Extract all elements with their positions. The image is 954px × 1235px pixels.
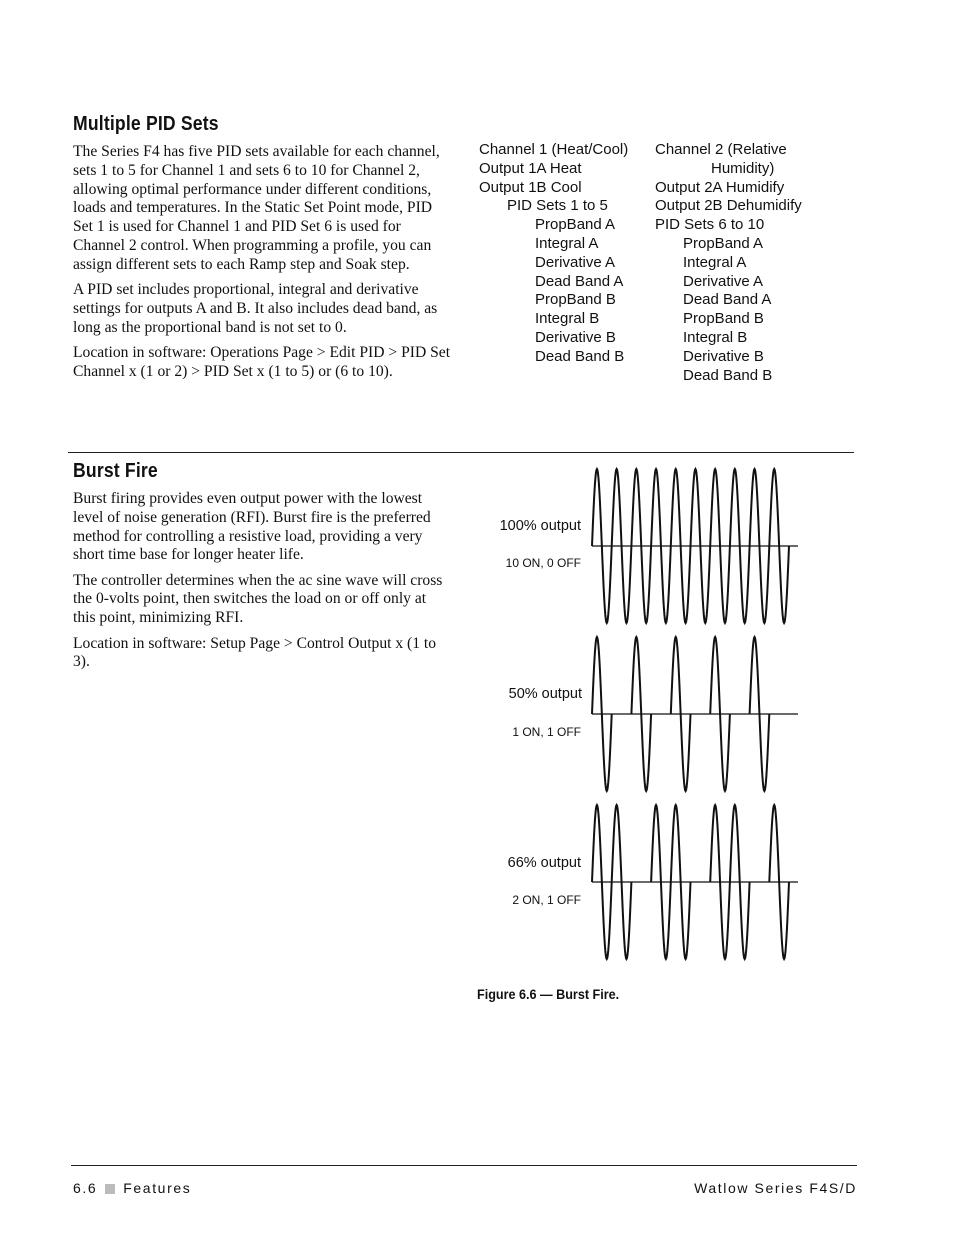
channel2-output-a: Output 2A Humidify	[655, 178, 785, 196]
list-item: Derivative B	[683, 347, 764, 365]
list-item: PropBand A	[683, 234, 764, 252]
pid-paragraph-1: The Series F4 has five PID sets available for each channel, sets 1 to 5 for Channel 1 and sets 6 to 10 for Channel 2, allowing optimal performance under different conditions, loads and temperatures. In the Static Set Point mode, PID Set 1 is used for Channel 1 and PID Set 6 is used for Channel 2 control. When programming a profile, you can assign different sets to each Ramp step and Soak step.	[73, 143, 440, 273]
footer-product: Watlow Series F4S/D	[694, 1180, 857, 1196]
wave-66-percent	[508, 805, 798, 959]
channel1-output-a: Output 1A Heat	[479, 159, 582, 177]
channel2-list	[655, 141, 802, 385]
wave-sublabel: 2 ON, 1 OFF	[512, 893, 581, 907]
list-item: Integral B	[683, 328, 748, 346]
wave-50-percent	[509, 637, 798, 791]
square-bullet-icon	[105, 1184, 115, 1194]
burst-paragraph-1: Burst firing provides even output power with the lowest level of noise generation (RFI). Burst fire is the preferred method for controlling a resistive load, providing a very short time base for longer heater life.	[73, 490, 431, 564]
channel2-output-b: Output 2B Dehumidify	[655, 197, 802, 215]
pid-paragraph-2: A PID set includes proportional, integral and derivative settings for outputs A and B. It also includes dead band, as long as the proportional band is not set to 0.	[73, 281, 438, 336]
burst-paragraph-3: Location in software: Setup Page > Control Output x (1 to 3).	[73, 634, 437, 671]
burst-heading: Burst Fire	[73, 460, 158, 482]
wave-sublabel: 1 ON, 1 OFF	[512, 725, 581, 739]
footer-left	[73, 1180, 191, 1196]
channel1-sets: PID Sets 1 to 5	[507, 197, 608, 215]
list-item: Dead Band B	[683, 366, 773, 384]
list-item: PropBand B	[683, 310, 764, 328]
pid-body	[73, 143, 451, 388]
pid-heading: Multiple PID Sets	[73, 113, 219, 135]
list-item: Derivative A	[683, 272, 764, 290]
list-item: Dead Band A	[535, 272, 624, 290]
section-divider	[68, 452, 854, 453]
wave-100-percent	[500, 469, 798, 623]
wave-label: 66% output	[507, 855, 581, 871]
footer-rule	[71, 1165, 857, 1166]
list-item: Integral B	[535, 310, 600, 328]
channel2-title: Channel 2 (Relative	[655, 141, 787, 158]
channel1-output-b: Output 1B Cool	[479, 178, 582, 196]
list-item: Dead Band B	[535, 347, 625, 365]
wave-sublabel: 10 ON, 0 OFF	[505, 556, 581, 570]
channel2-sets: PID Sets 6 to 10	[655, 216, 765, 234]
pid-paragraph-3: Location in software: Operations Page > Edit PID > PID Set Channel x (1 or 2) > PID Set x (1 to 5) or (6 to 10).	[73, 343, 451, 380]
list-item: Integral A	[683, 253, 747, 271]
burst-paragraph-2: The controller determines when the ac sine wave will cross the 0-volts point, then switches the load on or off only at this point, minimizing RFI.	[73, 571, 443, 627]
channel1-title: Channel 1 (Heat/Cool)	[479, 141, 629, 158]
list-item: Derivative A	[535, 253, 616, 271]
burst-body	[73, 490, 451, 679]
channel2-title-cont: Humidity)	[711, 159, 775, 177]
list-item: Derivative B	[535, 328, 616, 346]
burst-fire-figure	[470, 462, 810, 974]
wave-label: 100% output	[499, 518, 581, 534]
list-item: PropBand B	[535, 291, 616, 309]
wave-label: 50% output	[508, 686, 582, 702]
section-name: Features	[123, 1180, 192, 1196]
list-item: Integral A	[535, 234, 599, 252]
channel2-params	[655, 235, 802, 385]
list-item: Dead Band A	[683, 291, 772, 309]
page-number: 6.6	[73, 1180, 98, 1196]
figure-caption: Figure 6.6 — Burst Fire.	[477, 986, 620, 1002]
channel1-list	[479, 141, 628, 367]
list-item: PropBand A	[535, 216, 616, 234]
channel1-params	[479, 216, 628, 366]
